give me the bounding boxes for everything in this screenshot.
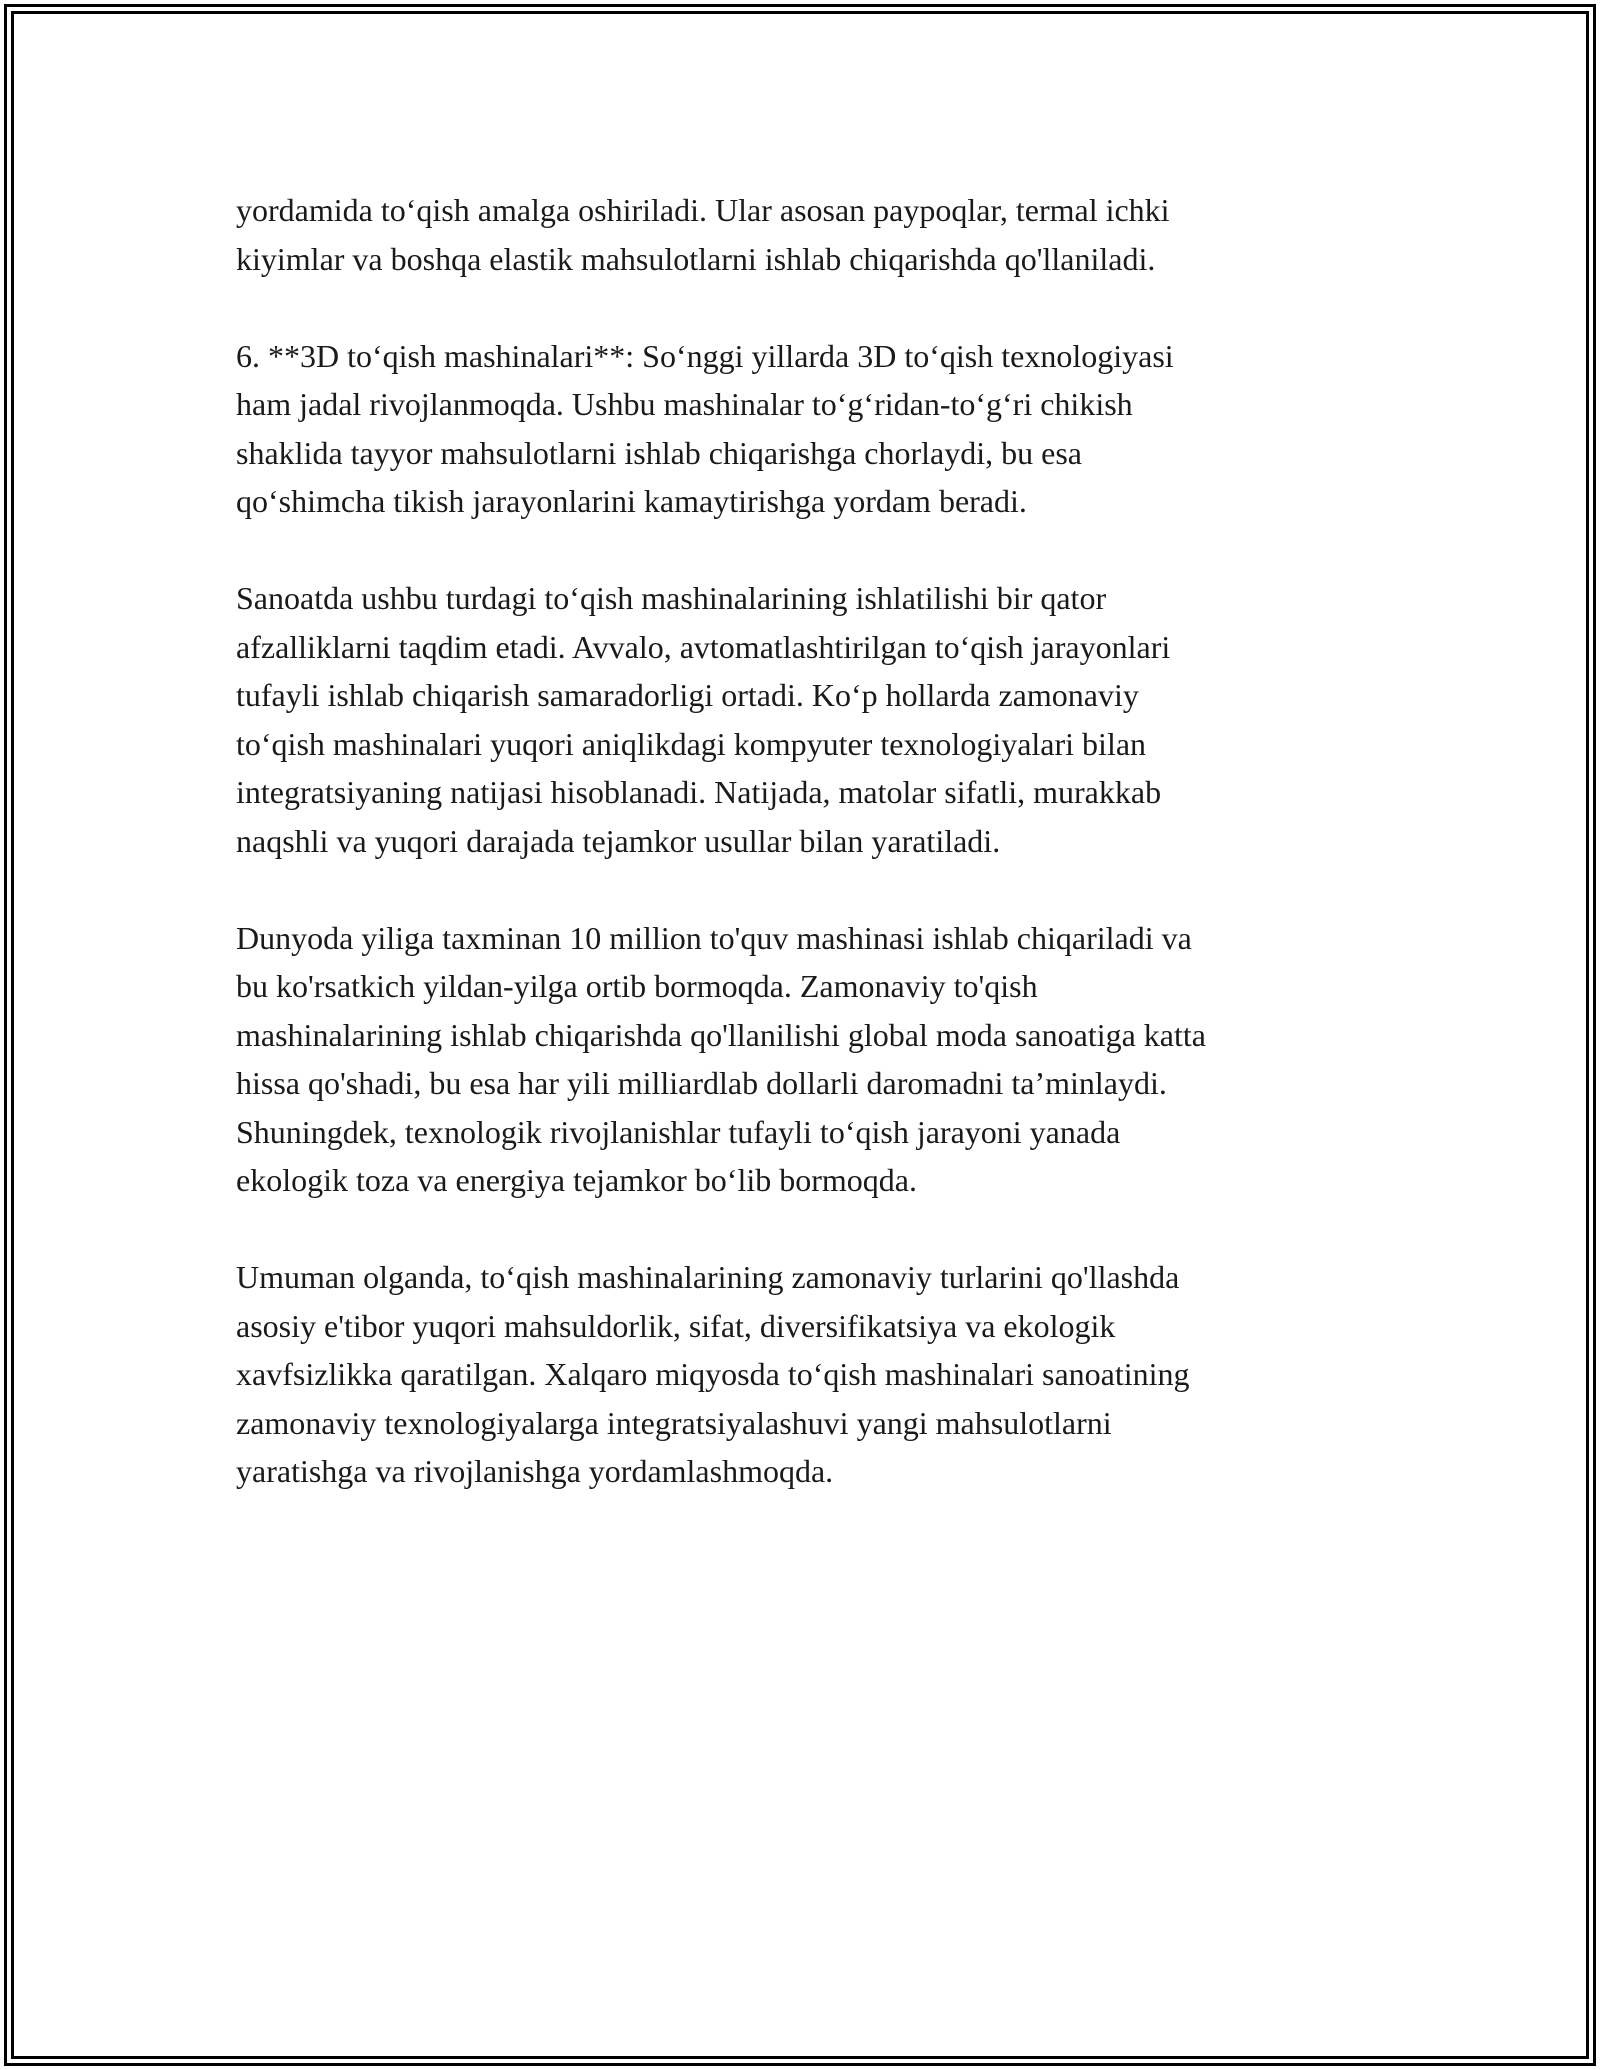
paragraph-3d-knitting-machines: 6. **3D to‘qish mashinalari**: So‘nggi yillarda 3D to‘qish texnologiyasi ham jadal rivojlanmoqda. Ushbu mashinalar to‘g‘ridan-to‘g‘ri chikish shaklida tayyor mahsulotlarni ishlab chiqarishga chorlaydi, bu esa qo‘shimcha tikish jarayonlarini kamaytirishga yordam beradi. (236, 337, 1174, 519)
document-body (236, 186, 1366, 1496)
paragraph-conclusion: Umuman olganda, to‘qish mashinalarining zamonaviy turlarini qo'llashda asosiy e'tibor yuqori mahsuldorlik, sifat, diversifikatsiya va ekologik xavfsizlikka qaratilgan. Xalqaro miqyosda to‘qish mashinalari sanoatining zamonaviy texnologiyalarga integratsiyalashuvi yangi mahsulotlarni yaratishga va rivojlanishga yordamlashmoqda. (236, 1259, 1190, 1489)
paragraph-world-production: Dunyoda yiliga taxminan 10 million to'quv mashinasi ishlab chiqariladi va bu ko'rsatkich yildan-yilga ortib bormoqda. Zamonaviy to'qish mashinalarining ishlab chiqarishda qo'llanilishi global moda sanoatiga katta hissa qo'shadi, bu esa har yili milliardlab dollarli daromadni ta’minlaydi. Shuningdek, texnologik rivojlanishlar tufayli to‘qish jarayoni yanada ekologik toza va energiya tejamkor bo‘lib bormoqda. (236, 919, 1206, 1198)
paragraph-intro-continuation: yordamida to‘qish amalga oshiriladi. Ular asosan paypoqlar, termal ichki kiyimlar va boshqa elastik mahsulotlarni ishlab chiqarishda qo'llaniladi. (236, 192, 1170, 277)
paragraph-industry-advantages: Sanoatda ushbu turdagi to‘qish mashinalarining ishlatilishi bir qator afzalliklarni taqdim etadi. Avvalo, avtomatlashtirilgan to‘qish jarayonlari tufayli ishlab chiqarish samaradorligi ortadi. Ko‘p hollarda zamonaviy to‘qish mashinalari yuqori aniqlikdagi kompyuter texnologiyalari bilan integratsiyaning natijasi hisoblanadi. Natijada, matolar sifatli, murakkab naqshli va yuqori darajada tejamkor usullar bilan yaratiladi. (236, 580, 1171, 859)
